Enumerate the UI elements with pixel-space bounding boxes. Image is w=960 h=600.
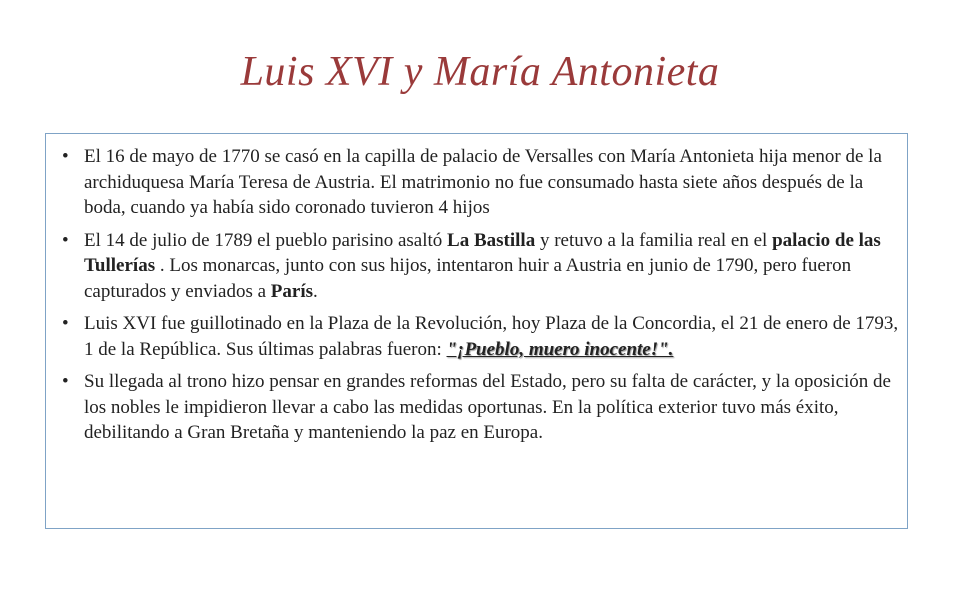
bullet-bastilla xyxy=(56,228,901,305)
content-box xyxy=(45,133,908,529)
bullet-text: El 16 de mayo de 1770 se casó en la capilla de palacio de Versalles con María Antonieta hija menor de la archiduquesa María Teresa de Austria. El matrimonio no fue consumado hasta siete años después de la boda, cuando ya había sido coronado tuvieron 4 hijos xyxy=(84,146,882,218)
last-words-quote: "¡Pueblo, muero inocente!". xyxy=(446,338,674,360)
bullet-guillotine xyxy=(56,311,901,362)
tullerias-term: palacio de las Tullerías xyxy=(84,229,881,276)
bullet-text: El 14 de julio de 1789 el pueblo parisino asaltó xyxy=(84,229,448,251)
bullet-text: Luis XVI fue guillotinado en la Plaza de la Revolución, hoy Plaza de la Concordia, el 21 de enero de 1793, 1 de la República. Sus últimas palabras fueron: xyxy=(84,313,899,360)
bullet-list xyxy=(56,144,901,453)
bullet-text: y retuvo a la familia real en el xyxy=(535,229,773,251)
paris-term: París xyxy=(270,280,313,302)
bullet-text: . xyxy=(313,280,318,302)
bullet-text: . Los monarcas, junto con sus hijos, intentaron huir a Austria en junio de 1790, pero fueron capturados y enviados a xyxy=(84,255,852,302)
bastilla-term: La Bastilla xyxy=(447,229,536,251)
slide-title: Luis XVI y María Antonieta xyxy=(240,49,720,95)
bullet-text: Su llegada al trono hizo pensar en grandes reformas del Estado, pero su falta de carácter, y la oposición de los nobles le impidieron llevar a cabo las medidas oportunas. En la política exterior tuvo más éxito, debilitando a Gran Bretaña y manteniendo la paz en Europa. xyxy=(84,371,891,443)
bullet-marriage xyxy=(56,144,901,221)
bullet-reign xyxy=(56,369,901,446)
